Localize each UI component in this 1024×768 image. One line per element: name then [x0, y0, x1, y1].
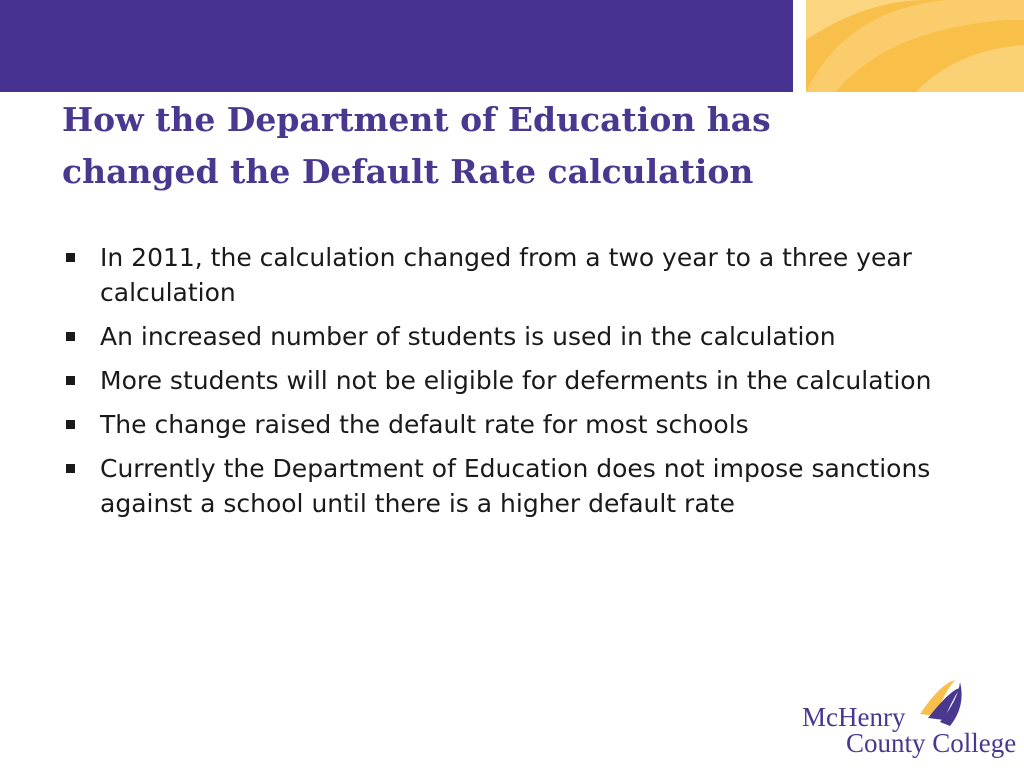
- square-bullet-icon: [66, 376, 75, 385]
- slide-title: [62, 94, 962, 198]
- square-bullet-icon: [66, 420, 75, 429]
- college-logo: [800, 676, 1015, 760]
- slide-title-line-2: changed the Default Rate calculation: [62, 152, 754, 191]
- bullet-item: [66, 319, 966, 354]
- bullet-list: [66, 240, 966, 530]
- slide-title-line-1: How the Department of Education has: [62, 100, 771, 139]
- logo-text-line-2: County College: [846, 728, 1017, 758]
- bullet-item: [66, 363, 966, 398]
- bullet-text: The change raised the default rate for most schools: [100, 410, 749, 439]
- square-bullet-icon: [66, 464, 75, 473]
- square-bullet-icon: [66, 332, 75, 341]
- bullet-text: More students will not be eligible for deferments in the calculation: [100, 366, 932, 395]
- bullet-text: In 2011, the calculation changed from a two year to a three year calculation: [100, 243, 912, 307]
- header-gold-decoration: [806, 0, 1024, 92]
- header-purple-bar: [0, 0, 793, 92]
- bullet-item: [66, 451, 966, 521]
- bullet-text: An increased number of students is used in the calculation: [100, 322, 836, 351]
- square-bullet-icon: [66, 253, 75, 262]
- logo-text-line-1: McHenry: [802, 702, 906, 732]
- bullet-item: [66, 240, 966, 310]
- bullet-item: [66, 407, 966, 442]
- bullet-text: Currently the Department of Education does not impose sanctions against a school until there is a higher default rate: [100, 454, 931, 518]
